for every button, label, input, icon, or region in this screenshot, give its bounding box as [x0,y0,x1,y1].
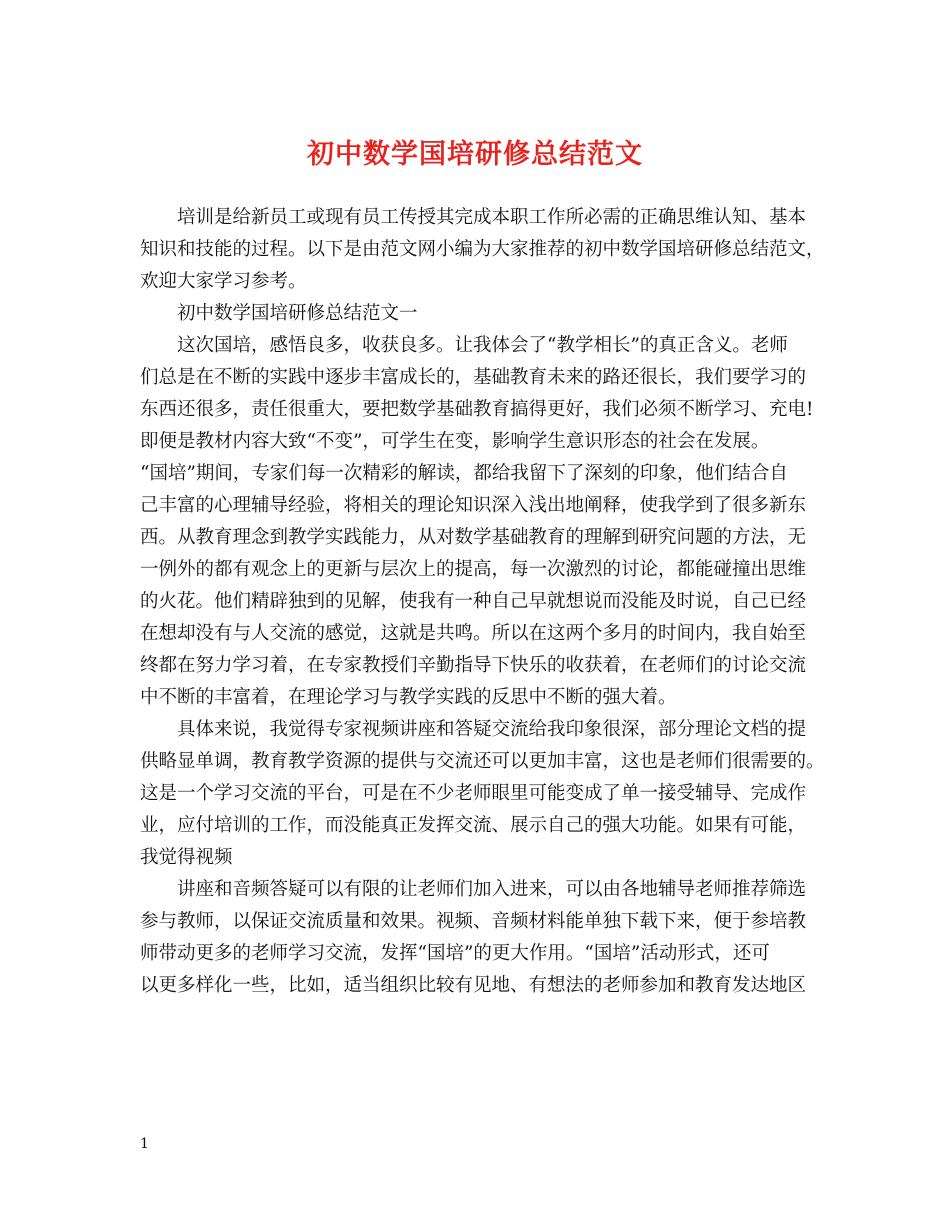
document-body [140,202,825,1002]
text-line: 这次国培，感悟良多，收获良多。让我体会了“教学相长”的真正含义。老师 [177,335,788,356]
text-line: 欢迎大家学习参考。 [140,271,307,292]
text-line: 具体来说，我觉得专家视频讲座和答疑交流给我印象很深，部分理论文档的提 [177,719,807,740]
text-line: 讲座和音频答疑可以有限的让老师们加入进来，可以由各地辅导老师推荐筛选 [177,879,807,900]
text-line: 即便是教材内容大致“不变”，可学生在变，影响学生意识形态的社会在发展。 [140,431,770,452]
text-line: 师带动更多的老师学习交流，发挥“国培”的更大作用。“国培”活动形式，还可 [140,943,770,964]
text-line: 这是一个学习交流的平台，可是在不少老师眼里可能变成了单一接受辅导、完成作 [140,783,807,804]
text-line: 在想却没有与人交流的感觉，这就是共鸣。所以在这两个多月的时间内，我自始至 [140,623,807,644]
text-line: 参与教师，以保证交流质量和效果。视频、音频材料能单独下载下来，便于参培教 [140,911,807,932]
text-line: 供略显单调，教育教学资源的提供与交流还可以更加丰富，这也是老师们很需要的。 [140,751,825,772]
text-line: 们总是在不断的实践中逐步丰富成长的，基础教育未来的路还很长，我们要学习的 [140,367,807,388]
text-line: 东西还很多，责任很重大，要把数学基础教育搞得更好，我们必须不断学习、充电! [140,399,814,420]
text-line: 的火花。他们精辟独到的见解，使我有一种自己早就想说而没能及时说，自己已经 [140,591,807,612]
text-line: 我觉得视频 [140,847,233,868]
text-line: 初中数学国培研修总结范文一 [177,303,418,324]
text-line: 业，应付培训的工作，而没能真正发挥交流、展示自己的强大功能。如果有可能， [140,815,807,836]
text-line: 以更多样化一些，比如，适当组织比较有见地、有想法的老师参加和教育发达地区 [140,975,807,996]
page-number: 1 [140,1136,149,1152]
text-line: 终都在努力学习着，在专家教授们辛勤指导下快乐的收获着，在老师们的讨论交流 [140,655,807,676]
text-line: 培训是给新员工或现有员工传授其完成本职工作所必需的正确思维认知、基本 [177,207,807,228]
text-line: 一例外的都有观念上的更新与层次上的提高，每一次激烈的讨论，都能碰撞出思维 [140,559,807,580]
text-line: “国培”期间，专家们每一次精彩的解读，都给我留下了深刻的印象，他们结合自 [140,463,788,484]
text-line: 己丰富的心理辅导经验，将相关的理论知识深入浅出地阐释，使我学到了很多新东 [140,495,807,516]
text-line: 知识和技能的过程。以下是由范文网小编为大家推荐的初中数学国培研修总结范文， [140,239,825,260]
text-line: 中不断的丰富着，在理论学习与教学实践的反思中不断的强大着。 [140,687,677,708]
document-title: 初中数学国培研修总结范文 [307,139,643,170]
text-line: 西。从教育理念到教学实践能力，从对数学基础教育的理解到研究问题的方法，无 [140,527,807,548]
